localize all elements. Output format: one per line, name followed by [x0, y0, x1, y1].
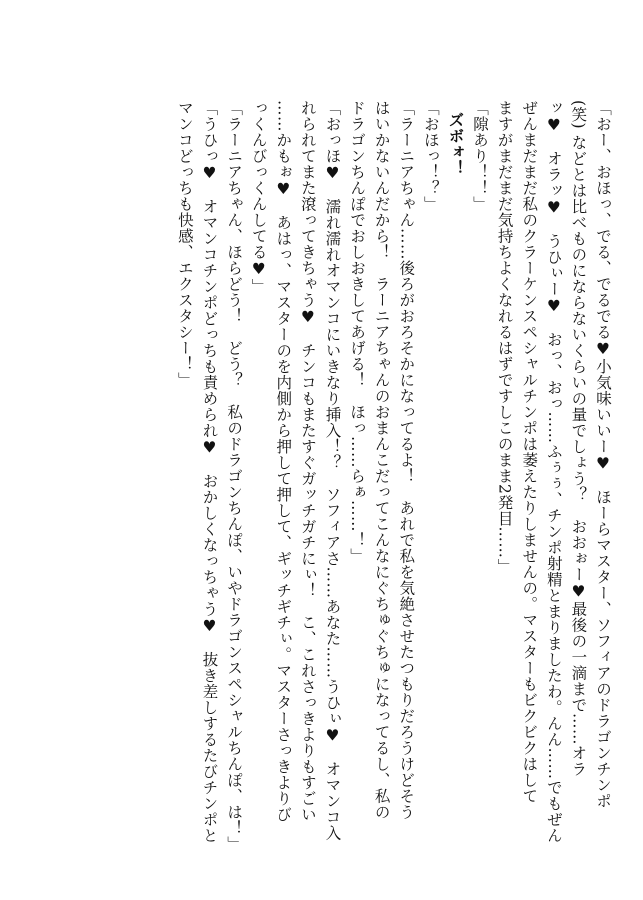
text-column-14: 「おっほ♥ 濡れ濡れオマンコにいきなり挿入！？ ソフィアさ……あなた……うひぃ♥ オマンコ入 [323, 100, 342, 841]
text-column-11: 「ラーニアちゃん……後ろがおろそかになってるよ！ あれで私を気絶させたつもりだろうけどそう [397, 100, 416, 820]
text-column-20: マンコどっちも快感、エクスタシー！」 [175, 100, 194, 388]
text-column-19: 「うひっ♥ オマンコチンポどっちも責められ♥ おかしくなっちゃう♥ 抜き差しするたびチンポと [200, 100, 219, 844]
text-column-13: ドラゴンちんぽでおしおきしてあげる！ ほっ……らぁ……！」 [348, 100, 367, 564]
text-column-2: (笑) などとは比べものにならないくらいの量でしょう？ おおぉー♥最後の一滴まで……オラ [569, 100, 588, 778]
text-column-3: ッ♥ オラッ♥ うひぃー♥ おっ、おっ……ふぅぅ、チンポ射精とまりましたわ。んん……でもぜん [544, 100, 563, 844]
vertical-text-body [172, 100, 615, 870]
text-column-4: ぜんまだまだ私のクラーケンスペシャルチンポは萎えたりしませんの。マスターもビクビクはして [520, 100, 539, 804]
sound-effect-column: ズボォ！ [446, 112, 465, 176]
text-column-17: っくんびっくんしてる♥」 [249, 100, 268, 295]
text-column-10: 「おほっ！？」 [421, 100, 440, 212]
text-column-1: 「おー、おほっ、でる、でるでる♥小気味いいー♥ ほーらマスター、ソフィアのドラゴンチンポ [594, 100, 612, 809]
text-column-18: 「ラーニアちゃん、ほらどう！ どう？ 私のドラゴンちんぽ、いやドラゴンスペシャルちんぽ、は！」 [225, 100, 244, 852]
text-column-15: れられてまた滾ってきちゃう♥ チンコもまたすぐガッチガチにぃ！ こ、これさっきよりもすごい [298, 100, 317, 823]
text-column-5: ますがまだまだ気持ちよくなれるはずですしこのまま2発目……」 [495, 100, 514, 575]
text-column-6: 「隙あり！！」 [471, 100, 490, 212]
text-column-16: ……かもぉ♥ あはっ、マスターのを内側から押して押して、ギッチギチぃ。マスターさっきよりび [274, 100, 293, 823]
text-column-12: はいかないんだから！ ラーニアちゃんのおまんこだってこんなにぐちゅぐちゅになってるし、私の [372, 100, 391, 820]
